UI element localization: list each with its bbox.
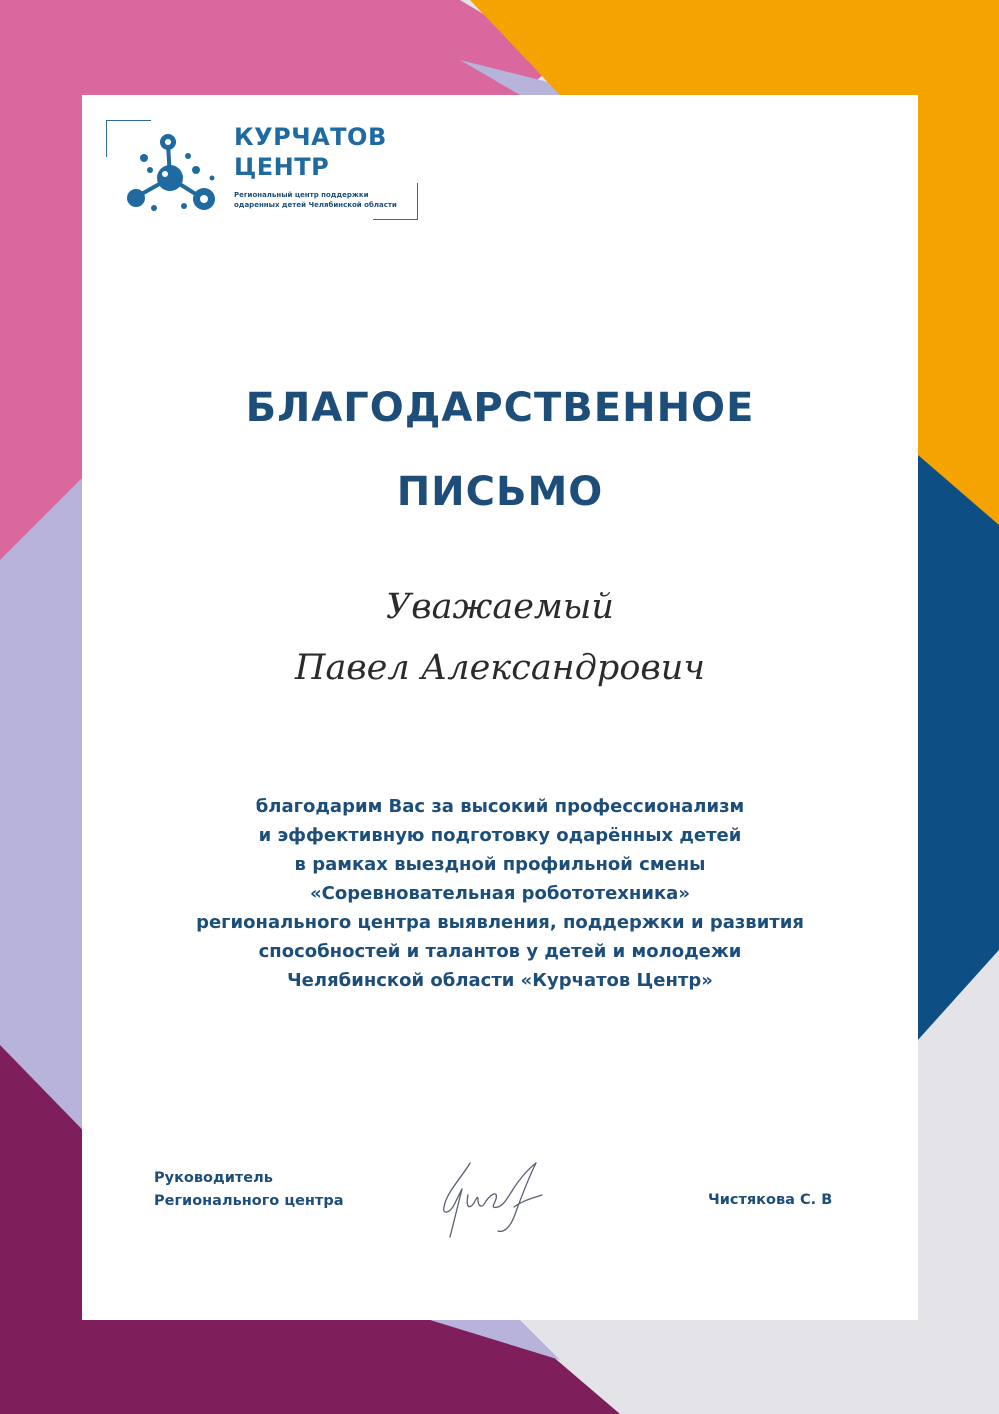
body-line: в рамках выездной профильной смены xyxy=(294,854,706,875)
logo-subtitle-line2: одаренных детей Челябинской области xyxy=(234,201,397,209)
logo-title-line2: ЦЕНТР xyxy=(234,153,330,181)
logo-title-line1: КУРЧАТОВ xyxy=(234,123,387,151)
signer-name: Чистякова С. В xyxy=(708,1192,833,1208)
addressee-name: Павел Александрович xyxy=(294,648,706,688)
signer-role-line1: Руководитель xyxy=(154,1170,273,1186)
body-line: «Соревновательная робототехника» xyxy=(310,883,690,904)
body-line: регионального центра выявления, поддержки и развития xyxy=(196,912,804,933)
body-line: Челябинской области «Курчатов Центр» xyxy=(287,970,713,991)
signature-icon xyxy=(432,1155,572,1245)
bg-navy xyxy=(918,455,999,1040)
letter-body xyxy=(82,792,918,995)
heading-line1: БЛАГОДАРСТВЕННОЕ xyxy=(245,385,755,431)
body-line: благодарим Вас за высокий профессионализм xyxy=(255,796,745,817)
signer-role-line2: Регионального центра xyxy=(154,1193,344,1209)
body-line: и эффективную подготовку одарённых детей xyxy=(258,825,742,846)
heading-line2: ПИСЬМО xyxy=(396,469,604,515)
body-line: способностей и талантов у детей и молодежи xyxy=(258,941,742,962)
logo-subtitle-line1: Региональный центр поддержки xyxy=(234,191,369,199)
logo xyxy=(106,120,418,220)
letter-card xyxy=(82,95,918,1320)
molecule-icon xyxy=(124,126,224,214)
addressee-greeting: Уважаемый xyxy=(386,587,614,627)
